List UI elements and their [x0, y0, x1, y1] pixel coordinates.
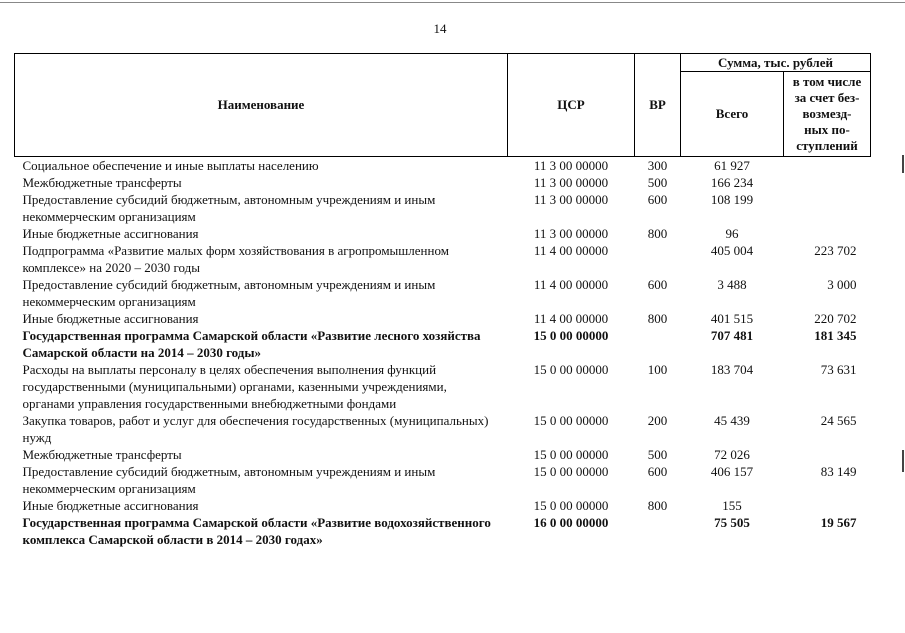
col-header-vr: ВР: [635, 54, 681, 157]
table-row: [15, 327, 871, 361]
col-header-incl-line: в том числе: [792, 74, 862, 89]
cell-csr: 11 3 00 00000: [533, 175, 609, 190]
cell-total: 405 004: [710, 243, 754, 258]
table-row: [15, 157, 871, 175]
cell-csr: 11 4 00 00000: [533, 243, 609, 258]
cell-vr: 500: [647, 175, 668, 190]
cell-name: Расходы на выплаты персоналу в целях обеспечения выполнения функций государственными (муниципальными) органами, казенными учреждениями, органами управления государственными внебюджетными фондами: [22, 362, 447, 411]
col-header-incl-line: ступлений: [796, 138, 858, 153]
cell-name: Государственная программа Самарской области «Развитие лесного хозяйства Самарской области на 2014 – 2030 годы»: [22, 328, 481, 360]
cell-incl: 220 702: [814, 311, 857, 326]
cell-name: Предоставление субсидий бюджетным, автономным учреждениям и иным некоммерческим организациям: [22, 464, 436, 496]
cell-incl: 3 000: [827, 277, 857, 292]
cell-name: Межбюджетные трансферты: [22, 447, 182, 462]
cell-incl: 181 345: [814, 328, 857, 343]
cell-vr: [635, 242, 681, 276]
cell-vr: 800: [647, 498, 668, 513]
col-header-csr: ЦСР: [508, 54, 635, 157]
cell-total: 183 704: [710, 362, 754, 377]
col-header-name: Наименование: [15, 54, 508, 157]
table-row: [15, 446, 871, 463]
cell-name: Иные бюджетные ассигнования: [22, 226, 199, 241]
cell-incl: [784, 225, 871, 242]
cell-incl: 24 565: [820, 413, 857, 428]
cell-csr: 11 3 00 00000: [533, 226, 609, 241]
cell-csr: 16 0 00 00000: [533, 515, 609, 530]
cell-csr: 15 0 00 00000: [533, 328, 609, 343]
page-top-border: [0, 2, 905, 3]
cell-csr: 15 0 00 00000: [533, 362, 609, 377]
cell-incl: 83 149: [820, 464, 857, 479]
table-row: [15, 242, 871, 276]
cell-vr: 600: [647, 464, 668, 479]
table-row: [15, 463, 871, 497]
cell-incl: [784, 174, 871, 191]
cell-incl: 223 702: [814, 243, 857, 258]
cell-total: 96: [725, 226, 739, 241]
cell-vr: 600: [647, 192, 668, 207]
budget-table: [14, 53, 871, 548]
table-body: [15, 157, 871, 549]
table-row: [15, 310, 871, 327]
table-row: [15, 225, 871, 242]
col-header-incl: [784, 72, 871, 157]
scan-margin-mark: [902, 450, 904, 472]
cell-vr: 500: [647, 447, 668, 462]
cell-total: 72 026: [714, 447, 750, 462]
cell-total: 45 439: [714, 413, 750, 428]
cell-vr: 200: [647, 413, 668, 428]
cell-csr: 15 0 00 00000: [533, 498, 609, 513]
table-row: [15, 191, 871, 225]
col-header-total: Всего: [681, 72, 784, 157]
cell-name: Иные бюджетные ассигнования: [22, 498, 199, 513]
col-header-incl-line: за счет без-: [794, 90, 860, 105]
cell-incl: 19 567: [820, 515, 857, 530]
cell-csr: 11 4 00 00000: [533, 311, 609, 326]
table-row: [15, 276, 871, 310]
cell-total: 75 505: [714, 515, 750, 530]
cell-incl: [784, 446, 871, 463]
cell-vr: 800: [647, 311, 668, 326]
table-row: [15, 514, 871, 548]
cell-vr: 300: [647, 158, 668, 173]
cell-name: Иные бюджетные ассигнования: [22, 311, 199, 326]
col-header-incl-line: ных по-: [804, 122, 850, 137]
cell-csr: 11 3 00 00000: [533, 158, 609, 173]
scan-margin-mark: [902, 155, 904, 173]
col-header-incl-line: возмезд-: [802, 106, 852, 121]
table-row: [15, 412, 871, 446]
cell-csr: 11 3 00 00000: [533, 192, 609, 207]
cell-vr: [635, 327, 681, 361]
page-number: 14: [433, 21, 447, 36]
cell-name: Государственная программа Самарской области «Развитие водохозяйственного комплекса Самарской области в 2014 – 2030 годах»: [22, 515, 491, 547]
cell-incl: [784, 191, 871, 225]
cell-name: Межбюджетные трансферты: [22, 175, 182, 190]
table-row: [15, 361, 871, 412]
cell-csr: 15 0 00 00000: [533, 413, 609, 428]
cell-vr: 600: [647, 277, 668, 292]
cell-incl: [784, 157, 871, 175]
cell-total: 406 157: [710, 464, 754, 479]
cell-csr: 15 0 00 00000: [533, 464, 609, 479]
cell-incl: [784, 497, 871, 514]
cell-name: Подпрограмма «Развитие малых форм хозяйствования в агропромышленном комплексе» на 2020 – 2030 годы: [22, 243, 449, 275]
cell-total: 401 515: [710, 311, 754, 326]
cell-total: 3 488: [717, 277, 747, 292]
table-header: [15, 54, 871, 157]
table-row: [15, 174, 871, 191]
table-row: [15, 497, 871, 514]
cell-csr: 15 0 00 00000: [533, 447, 609, 462]
cell-name: Социальное обеспечение и иные выплаты населению: [22, 158, 319, 173]
cell-total: 61 927: [714, 158, 750, 173]
cell-total: 108 199: [710, 192, 754, 207]
cell-vr: 800: [647, 226, 668, 241]
cell-total: 707 481: [710, 328, 754, 343]
cell-name: Предоставление субсидий бюджетным, автономным учреждениям и иным некоммерческим организациям: [22, 277, 436, 309]
cell-total: 155: [722, 498, 742, 513]
col-header-sum-group: Сумма, тыс. рублей: [681, 54, 871, 72]
cell-vr: [635, 514, 681, 548]
cell-incl: 73 631: [820, 362, 857, 377]
cell-csr: 11 4 00 00000: [533, 277, 609, 292]
cell-name: Закупка товаров, работ и услуг для обеспечения государственных (муниципальных) нужд: [22, 413, 489, 445]
cell-total: 166 234: [710, 175, 754, 190]
cell-vr: 100: [647, 362, 668, 377]
cell-name: Предоставление субсидий бюджетным, автономным учреждениям и иным некоммерческим организациям: [22, 192, 436, 224]
